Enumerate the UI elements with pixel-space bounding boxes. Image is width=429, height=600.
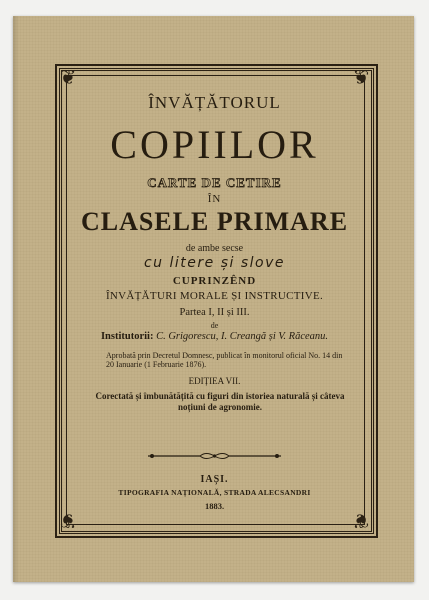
corner-ornament-icon: ❦ <box>352 509 370 533</box>
by-line: de <box>210 321 219 330</box>
corner-ornament-icon: ❦ <box>59 509 77 533</box>
title-top: ÎNVĂȚĂTORUL <box>148 93 281 112</box>
authors-names: C. Grigorescu, I. Creangă și V. Răceanu. <box>153 331 329 342</box>
city: IAȘI. <box>200 474 229 485</box>
corrected-note: Corectată și îmbunătățită cu figuri din istoriea naturală și câteva noțiuni de agronomie. <box>95 391 345 412</box>
classes-title: CLASELE PRIMARE <box>80 207 349 236</box>
authors-line <box>66 331 363 342</box>
letters-line: cu litere și slove <box>143 255 285 271</box>
spine-shadow <box>13 16 19 582</box>
containing-line: CUPRINZÊND <box>172 275 257 287</box>
teachings-line: ÎNVĂȚĂTURI MORALE ȘI INSTRUCTIVE. <box>105 290 324 302</box>
authors-label: Institutorii: <box>100 331 154 342</box>
parts-line: Partea I, II și III. <box>179 307 250 318</box>
subtitle: CARTE DE CETIRE <box>147 175 282 190</box>
corner-ornament-icon: ❦ <box>352 65 370 89</box>
corner-ornament-icon: ❦ <box>59 65 77 89</box>
subtitle-in: ÎN <box>207 193 222 205</box>
both-sexes-line: de ambe secse <box>185 243 244 254</box>
edition: EDIȚIEA VII. <box>188 376 241 386</box>
ornamental-divider-icon <box>148 451 281 461</box>
year: 1883. <box>204 501 225 511</box>
title-main: COPIILOR <box>110 122 319 167</box>
approval-note: Aprobată prin Decretul Domnesc, publicat în monitorul oficial No. 14 din 20 Ianuarie (1 Februarie 1876). <box>106 351 343 369</box>
printer: TIPOGRAFIA NAȚIONALĂ, STRADA ALECSANDRI <box>118 488 311 497</box>
